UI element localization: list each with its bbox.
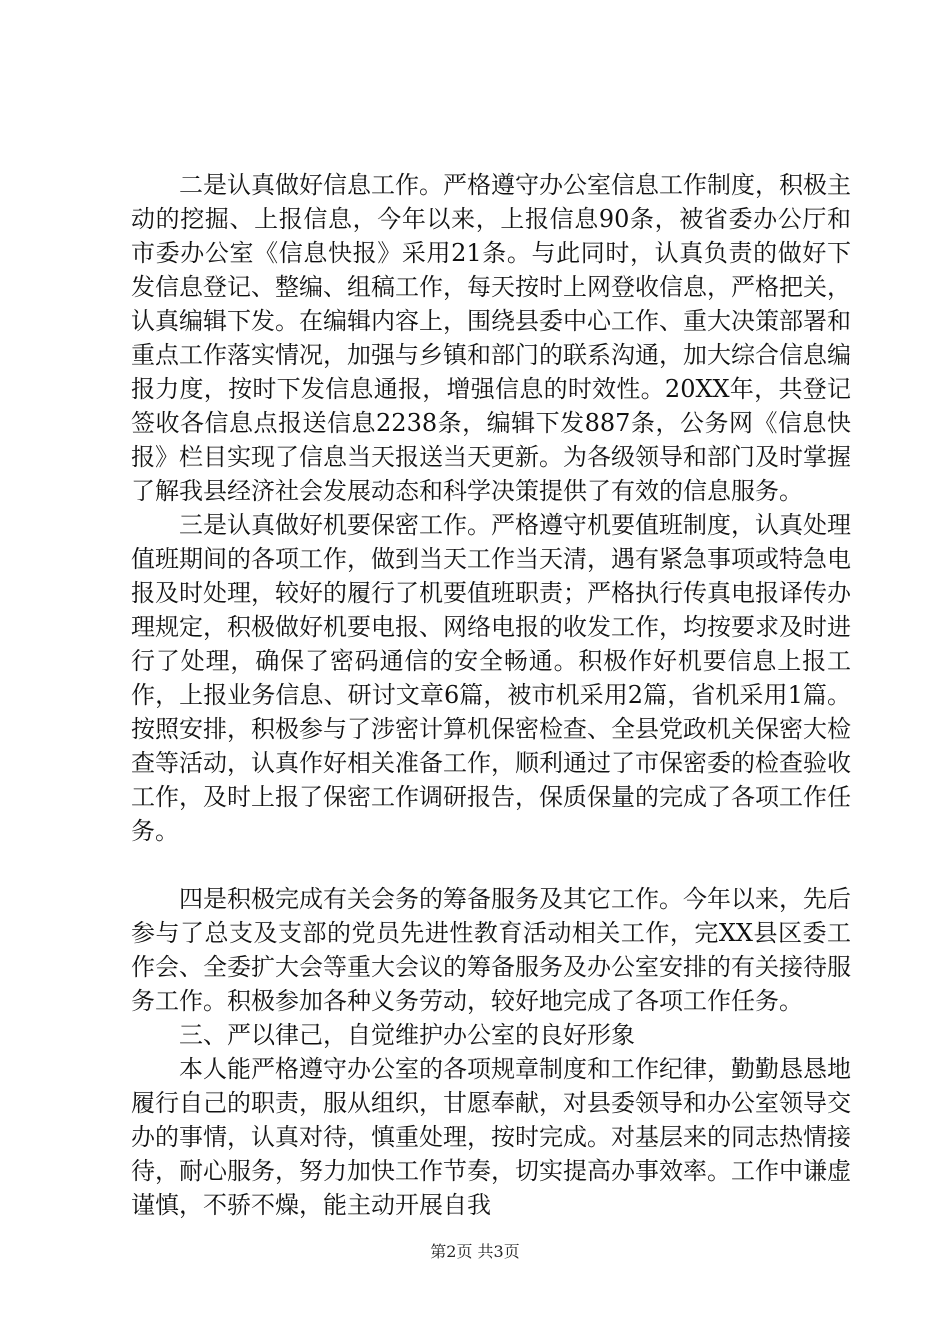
page-footer: 第2页 共3页 bbox=[430, 1242, 520, 1261]
paragraph-information-work: 二是认真做好信息工作。严格遵守办公室信息工作制度，积极主动的挖掘、上报信息，今年以来，上报信息90条，被省委办公厅和市委办公室《信息快报》采用21条。与此同时，认真负责的做好下发信息登记、整编、组稿工作，每天按时上网登收信息，严格把关，认真编辑下发。在编辑内容上，围绕县委中心工作、重大决策部署和重点工作落实情况，加强与乡镇和部门的联系沟通，加大综合信息编报力度，按时下发信息通报，增强信息的时效性。20XX年，共登记签收各信息点报送信息2238条，编辑下发887条，公务网《信息快报》栏目实现了信息当天报送当天更新。为各级领导和部门及时掌握了解我县经济社会发展动态和科学决策提供了有效的信息服务。 bbox=[131, 171, 851, 505]
paragraph-self-discipline: 本人能严格遵守办公室的各项规章制度和工作纪律，勤勤恳恳地履行自己的职责，服从组织，甘愿奉献，对县委领导和办公室领导交办的事情，认真对待，慎重处理，按时完成。对基层来的同志热情接待，耐心服务，努力加快工作节奏，切实提高办事效率。工作中谦虚谨慎，不骄不燥，能主动开展自我 bbox=[131, 1055, 851, 1219]
document-body bbox=[131, 168, 851, 1222]
paragraph-confidential-work: 三是认真做好机要保密工作。严格遵守机要值班制度，认真处理值班期间的各项工作，做到当天工作当天清，遇有紧急事项或特急电报及时处理，较好的履行了机要值班职责；严格执行传真电报译传办理规定，积极做好机要电报、网络电报的收发工作，均按要求及时进行了处理，确保了密码通信的安全畅通。积极作好机要信息上报工作，上报业务信息、研讨文章6篇，被市机采用2篇，省机采用1篇。按照安排，积极参与了涉密计算机保密检查、全县党政机关保密大检查等活动，认真作好相关准备工作，顺利通过了市保密委的检查验收工作，及时上报了保密工作调研报告，保质保量的完成了各项工作任务。 bbox=[131, 511, 851, 845]
paragraph-meeting-services: 四是积极完成有关会务的筹备服务及其它工作。今年以来，先后参与了总支及支部的党员先进性教育活动相关工作，完XX县区委工作会、全委扩大会等重大会议的筹备服务及办公室安排的有关接待服务工作。积极参加各种义务劳动，较好地完成了各项工作任务。 bbox=[131, 885, 851, 1015]
section-heading-self-discipline: 三、严以律己，自觉维护办公室的良好形象 bbox=[179, 1021, 635, 1049]
